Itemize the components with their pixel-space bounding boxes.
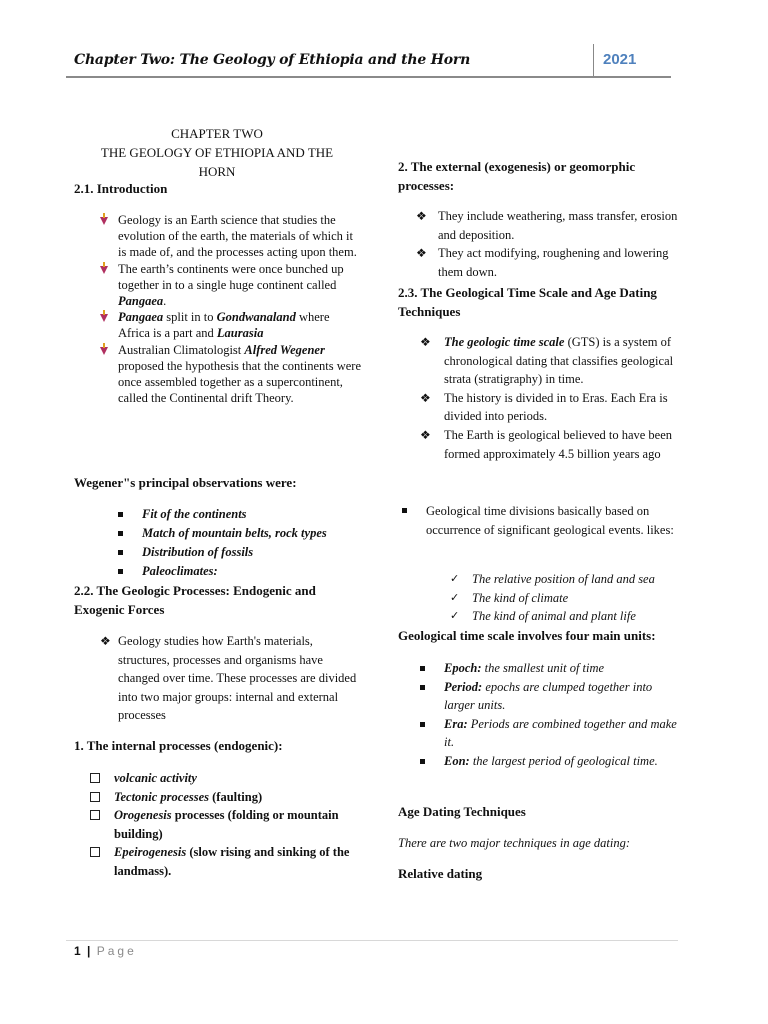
wegener-list bbox=[118, 505, 358, 581]
intro-bullet-2-text: The earth’s continents were once bunched up together in to a single huge continent called bbox=[118, 261, 344, 292]
timescale-item-3-text: The Earth is geological believed to have been formed approximately 4.5 billion years ago bbox=[444, 427, 673, 461]
external-heading: 2. The external (exogenesis) or geomorphic processes: bbox=[398, 159, 636, 193]
chapter-title-block bbox=[74, 124, 360, 181]
unit-eon-term: Eon: bbox=[444, 753, 470, 768]
intro-bullet-3 bbox=[100, 309, 362, 341]
intro-bullet-3-mid: where Africa is a part and bbox=[118, 310, 330, 341]
pangaea-term: Pangaea bbox=[118, 294, 164, 309]
intro-bullet-4-pre: Australian Climatologist bbox=[118, 342, 245, 357]
intro-bullet-4 bbox=[100, 342, 362, 407]
chapter-title-line1: THE GEOLOGY OF ETHIOPIA AND THE bbox=[100, 145, 334, 160]
page-footer bbox=[74, 944, 137, 958]
internal-item-3 bbox=[90, 806, 362, 843]
internal-item-3-text: processes (folding or mountain building) bbox=[114, 808, 339, 841]
page-number: 1 bbox=[74, 944, 81, 958]
unit-period-term: Period: bbox=[444, 679, 483, 694]
pangaea-term-2: Pangaea bbox=[118, 310, 164, 325]
intro-bullet-4-text: proposed the hypothesis that the continents were once assembled together as a supercontinent, called the Continental drift Theory. bbox=[118, 358, 361, 406]
checkbox-bullet-icon bbox=[90, 773, 100, 783]
gondwanaland-term: Gondwanaland bbox=[216, 310, 296, 325]
check-item-3 bbox=[450, 607, 680, 626]
units-heading: Geological time scale involves four main units: bbox=[398, 628, 656, 643]
dating-text: There are two major techniques in age dating: bbox=[398, 836, 631, 850]
intro-bullet-1 bbox=[100, 212, 362, 261]
intro-bullet-2 bbox=[100, 261, 362, 310]
timescale-item-4-text: Geological time divisions basically based on occurrence of significant geological events. likes: bbox=[426, 504, 674, 537]
square-bullet-icon bbox=[118, 531, 123, 536]
wegener-heading: Wegener"s principal observations were: bbox=[74, 475, 297, 490]
check-item-3-text: The kind of animal and plant life bbox=[472, 609, 636, 624]
unit-eon bbox=[420, 752, 680, 771]
relative-dating-heading: Relative dating bbox=[398, 866, 483, 881]
unit-era-def: Periods are combined together and make it. bbox=[444, 716, 677, 750]
unit-epoch-term: Epoch: bbox=[444, 661, 482, 675]
arrow-bullet-icon bbox=[100, 217, 108, 225]
intro-heading: 2.1. Introduction bbox=[74, 181, 168, 196]
internal-item-2-term: Tectonic processes bbox=[114, 789, 210, 804]
check-item-1-text: The relative position of land and sea bbox=[472, 572, 655, 586]
wegener-item-3-text: Distribution of fossils bbox=[142, 545, 254, 559]
diamond-bullet-icon: ❖ bbox=[420, 390, 431, 405]
timescale-item-1-text: (GTS) is a system of chronological dating that classifies geological strata (stratigraphy) in time. bbox=[444, 335, 674, 387]
internal-item-2-text: (faulting) bbox=[209, 789, 263, 804]
laurasia-term: Laurasia bbox=[216, 326, 264, 341]
check-item-2-text: The kind of climate bbox=[472, 590, 569, 605]
internal-list bbox=[90, 769, 362, 881]
square-bullet-icon bbox=[118, 512, 123, 517]
timescale-heading bbox=[398, 283, 680, 321]
chapter-label: CHAPTER TWO bbox=[171, 126, 263, 141]
geologic-paragraph bbox=[100, 632, 362, 725]
internal-item-2 bbox=[90, 788, 362, 807]
geologic-heading-line2: Exogenic Forces bbox=[74, 602, 165, 617]
intro-bullet-3-text: split in to bbox=[163, 310, 217, 325]
check-icon: ✓ bbox=[450, 610, 460, 623]
square-bullet-icon bbox=[118, 569, 123, 574]
unit-era-term: Era: bbox=[444, 716, 468, 731]
check-icon: ✓ bbox=[450, 591, 460, 604]
unit-eon-def: the largest period of geological time. bbox=[469, 753, 658, 768]
gts-term: The geologic time scale bbox=[444, 335, 565, 349]
arrow-bullet-icon bbox=[100, 314, 108, 322]
wegener-item-2 bbox=[118, 524, 358, 543]
square-bullet-icon bbox=[420, 722, 425, 727]
unit-period-def: epochs are clumped together into larger units. bbox=[444, 679, 653, 713]
checkbox-bullet-icon bbox=[90, 792, 100, 802]
page-header bbox=[66, 46, 671, 78]
checkbox-bullet-icon bbox=[90, 847, 100, 857]
square-bullet-icon bbox=[420, 666, 425, 671]
internal-item-4-term: Epeirogenesis bbox=[114, 845, 187, 860]
external-list bbox=[416, 207, 680, 281]
internal-item-1-text: volcanic activity bbox=[114, 771, 197, 785]
diamond-bullet-icon: ❖ bbox=[416, 209, 427, 223]
wegener-item-4 bbox=[118, 562, 358, 581]
timescale-heading-line2: Techniques bbox=[398, 304, 461, 319]
unit-epoch bbox=[420, 659, 680, 678]
header-title: Chapter Two: The Geology of Ethiopia and the Horn bbox=[74, 52, 471, 68]
unit-period bbox=[420, 678, 680, 715]
check-list bbox=[450, 570, 680, 626]
check-item-1 bbox=[450, 570, 680, 589]
wegener-name: Alfred Wegener bbox=[244, 342, 325, 357]
square-bullet-icon bbox=[118, 550, 123, 555]
external-item-1 bbox=[416, 207, 680, 244]
check-icon: ✓ bbox=[450, 573, 460, 585]
wegener-item-3 bbox=[118, 543, 358, 562]
timescale-list bbox=[420, 333, 680, 463]
square-bullet-icon bbox=[420, 759, 425, 764]
chapter-title-line2: HORN bbox=[198, 164, 236, 179]
internal-heading: 1. The internal processes (endogenic): bbox=[74, 738, 283, 753]
diamond-bullet-icon: ❖ bbox=[420, 427, 431, 442]
wegener-item-4-text: Paleoclimates: bbox=[142, 564, 218, 578]
square-bullet-icon bbox=[420, 685, 425, 690]
header-divider bbox=[593, 44, 594, 76]
geologic-heading-line1: 2.2. The Geologic Processes: Endogenic and bbox=[74, 583, 316, 598]
wegener-item-2-text: Match of mountain belts, rock types bbox=[142, 526, 327, 540]
timescale-heading-line1: 2.3. The Geological Time Scale and Age Dating bbox=[398, 285, 657, 300]
internal-item-3-term: Orogenesis bbox=[114, 808, 172, 823]
internal-item-4 bbox=[90, 843, 362, 880]
wegener-item-1-text: Fit of the continents bbox=[142, 507, 247, 521]
checkbox-bullet-icon bbox=[90, 810, 100, 820]
intro-list bbox=[100, 212, 362, 406]
footer-divider bbox=[66, 940, 678, 941]
external-item-1-text: They include weathering, mass transfer, erosion and deposition. bbox=[438, 209, 678, 242]
timescale-item-2 bbox=[420, 389, 680, 426]
header-year: 2021 bbox=[603, 51, 637, 68]
dating-heading: Age Dating Techniques bbox=[398, 804, 526, 819]
timescale-item-3 bbox=[420, 426, 680, 463]
external-item-2 bbox=[416, 244, 680, 281]
geologic-text: Geology studies how Earth's materials, structures, processes and organisms have changed over time. These processes are divided into two major groups: internal and external processes bbox=[118, 634, 357, 723]
unit-era bbox=[420, 715, 680, 752]
external-item-2-text: They act modifying, roughening and lowering them down. bbox=[438, 246, 669, 279]
timescale-item-4 bbox=[402, 502, 680, 539]
footer-separator: | bbox=[87, 944, 91, 958]
arrow-bullet-icon bbox=[100, 347, 108, 355]
arrow-bullet-icon bbox=[100, 266, 108, 274]
unit-epoch-def: the smallest unit of time bbox=[481, 661, 605, 675]
wegener-item-1 bbox=[118, 505, 358, 524]
timescale-item-1 bbox=[420, 333, 680, 389]
geologic-heading bbox=[74, 581, 316, 619]
check-item-2 bbox=[450, 589, 680, 608]
intro-bullet-1-text: Geology is an Earth science that studies the evolution of the earth, the materials of which it is made of, and the processes acting upon them. bbox=[118, 213, 357, 260]
diamond-bullet-icon: ❖ bbox=[100, 634, 111, 648]
square-bullet-icon bbox=[402, 508, 407, 513]
diamond-bullet-icon: ❖ bbox=[420, 335, 431, 349]
internal-item-4-text: (slow rising and sinking of the landmass). bbox=[114, 845, 350, 878]
units-list bbox=[420, 659, 680, 771]
page-word: Page bbox=[96, 944, 137, 958]
timescale-item-2-text: The history is divided in to Eras. Each Era is divided into periods. bbox=[444, 390, 668, 424]
diamond-bullet-icon: ❖ bbox=[416, 246, 427, 261]
intro-bullet-2-end: . bbox=[163, 294, 167, 309]
internal-item-1 bbox=[90, 769, 362, 788]
